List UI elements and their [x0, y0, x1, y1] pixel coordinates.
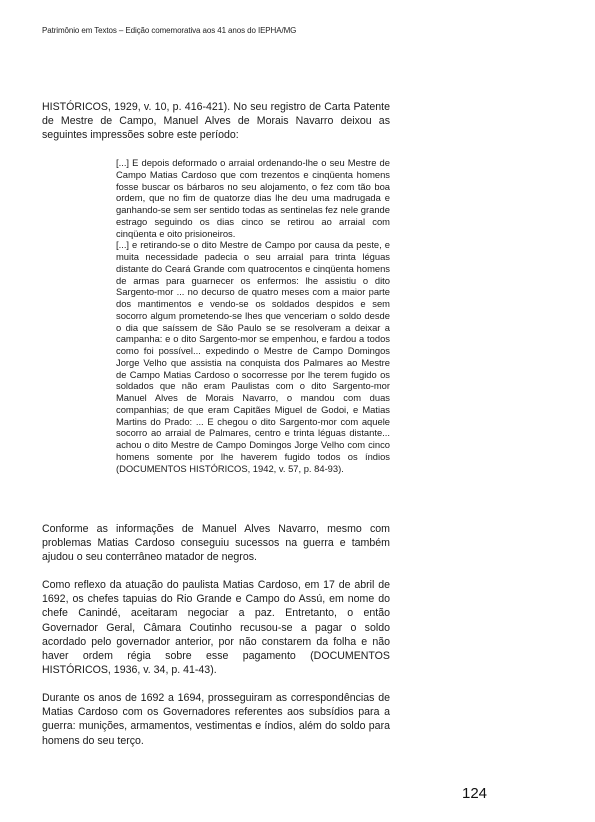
- paragraph-4: Durante os anos de 1692 a 1694, prosseguiram as correspondências de Matias Cardoso com os Governadores referentes aos subsídios para a guerra: munições, armamentos, vestimentas e índios, além do soldo para homens do seu terço.: [42, 692, 390, 747]
- paragraph-2: Conforme as informações de Manuel Alves Navarro, mesmo com problemas Matias Cardoso conseguiu sucessos na guerra e também ajudou o seu conterrâneo matador de negros.: [42, 523, 390, 564]
- quote-paragraph-2: [...] e retirando-se o dito Mestre de Campo por causa da peste, e muita necessidade padecia o seu arraial para trinta léguas distante do Ceará Grande com quatrocentos e cinqüenta homens de armas para guarnecer os enfermos: lhe assistiu o dito Sargento-mor ... no decurso de quatro meses com a maior parte dos mantimentos e vendo-se os soldados despidos e sem socorro algum prometendo-se lhes que venceriam o soldo desde o dia que saíssem de São Paulo se se resolveram a deixar a campanha: e o dito Sargento-mor se empenhou, e fardou a todos como foi possível... expedindo o Mestre de Campo Domingos Jorge Velho que assistia na conquista dos Palmares ao Mestre de Campo Matias Cardoso o socorresse por lhe terem fugido os soldados que não eram Paulistas com o dito Sargento-mor Manuel Alves de Morais Navarro, o mandou com duas companhias; de que eram Capitães Miguel de Godoi, e Matias Martins do Prado: ... E chegou o dito Sargento-mor com aquele socorro ao arraial de Palmares, centro e trinta léguas distante... achou o dito Mestre de Campo Domingos Jorge Velho com cinco homens somente por lhe haverem fugido todos os índios (DOCUMENTOS HISTÓRICOS, 1942, v. 57, p. 84-93).: [116, 239, 390, 474]
- quote-paragraph-1: [...] E depois deformado o arraial ordenando-lhe o seu Mestre de Campo Matias Cardoso que com trezentos e cinqüenta homens fosse buscar os bárbaros no seu alojamento, o fez com tão boa ordem, que no fim de quatorze dias lhe deu uma madrugada e ganhando-se sem ser sentido todas as sentinelas fez nele grande estrago seguindo os dias cinco se retirou ao arraial com cinqüenta e oito prisioneiros.: [116, 157, 390, 239]
- running-header: Patrimônio em Textos – Edição comemorativa aos 41 anos do IEPHA/MG: [42, 26, 297, 35]
- block-quote: [116, 157, 390, 474]
- paragraph-3: Como reflexo da atuação do paulista Matias Cardoso, em 17 de abril de 1692, os chefes tapuias do Rio Grande e Campo do Assú, em nome do chefe Canindé, aceitaram negociar a paz. Entretanto, o então Governador Geral, Câmara Coutinho recusou-se a pagar o soldo acordado pelo governador anterior, por não constarem da folha e não haver ordem régia sobre esse pagamento (DOCUMENTOS HISTÓRICOS, 1936, v. 34, p. 41-43).: [42, 579, 390, 677]
- intro-paragraph: HISTÓRICOS, 1929, v. 10, p. 416-421). No seu registro de Carta Patente de Mestre de Campo, Manuel Alves de Morais Navarro deixou as seguintes impressões sobre este período:: [42, 101, 390, 142]
- page-number: 124: [462, 785, 488, 802]
